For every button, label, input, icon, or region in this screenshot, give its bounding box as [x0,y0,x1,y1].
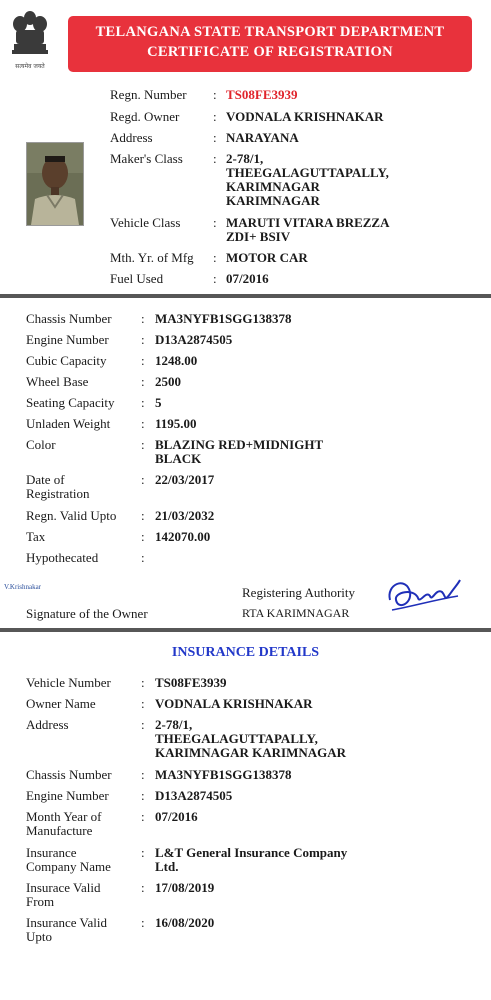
vehicle-value: 1248.00 [155,353,198,368]
insurance-value: 16/08/2020 [155,915,215,930]
owner-value: VODNALA KRISHNAKAR [226,109,384,124]
vehicle-label: Date of Registration [26,472,90,501]
vehicle-value: MA3NYFB1SGG138378 [155,311,292,326]
insurance-value: MA3NYFB1SGG138378 [155,767,292,782]
vehicle-label: Unladen Weight [26,416,111,431]
vehicle-label: Tax [26,529,46,544]
owner-value: MARUTI VITARA BREZZA ZDI+ BSIV [226,215,390,244]
section-divider [0,628,491,632]
insurance-value: TS08FE3939 [155,675,227,690]
insurance-value: D13A2874505 [155,788,233,803]
authority-signature [384,570,464,620]
owner-label: Vehicle Class [110,215,181,230]
vehicle-value: BLAZING RED+MIDNIGHT BLACK [155,437,324,466]
owner-label: Regd. Owner [110,109,180,124]
owner-value: 2-78/1, THEEGALAGUTTAPALLY, KARIMNAGAR KARIMNAGAR [226,151,389,208]
regn-number: TS08FE3939 [226,87,298,102]
owner-photo [26,142,84,226]
authority-label: Registering Authority [242,585,356,600]
vehicle-value: 5 [155,395,162,410]
insurance-value: 2-78/1, THEEGALAGUTTAPALLY, KARIMNAGAR KARIMNAGAR [155,717,347,760]
authority-name: RTA KARIMNAGAR [242,606,350,620]
state-emblem-icon [8,8,52,74]
owner-value: NARAYANA [226,130,299,145]
vehicle-label: Seating Capacity [26,395,115,410]
owner-signature-label: Signature of the Owner [26,606,148,621]
insurance-label: Insurance Valid Upto [26,915,107,944]
emblem-caption: सत्यमेव जयते [15,63,45,70]
vehicle-value: 142070.00 [155,529,211,544]
insurance-title: INSURANCE DETAILS [171,645,320,660]
insurance-label: Address [26,717,69,732]
vehicle-value: 22/03/2017 [155,472,215,487]
insurance-label: Engine Number [26,788,109,803]
owner-label: Maker's Class [110,151,183,166]
owner-label: Fuel Used [110,271,164,286]
vehicle-value: 2500 [155,374,181,389]
vehicle-label: Wheel Base [26,374,89,389]
section-divider [0,294,491,298]
insurance-label: Chassis Number [26,767,112,782]
owner-label: Mth. Yr. of Mfg [110,250,194,265]
insurance-label: Owner Name [26,696,96,711]
vehicle-label: Cubic Capacity [26,353,107,368]
vehicle-label: Chassis Number [26,311,112,326]
vehicle-label: Engine Number [26,332,109,347]
insurance-label: Insurance Company Name [26,845,111,874]
header-subtitle: CERTIFICATE OF REGISTRATION [147,44,393,60]
insurance-value: 07/2016 [155,809,198,824]
insurance-value: VODNALA KRISHNAKAR [155,696,313,711]
insurance-label: Month Year of Manufacture [26,809,102,838]
certificate-header [68,16,472,72]
vehicle-label: Hypothecated [26,550,99,565]
header-title: TELANGANA STATE TRANSPORT DEPARTMENT [95,24,445,40]
insurance-label: Vehicle Number [26,675,111,690]
owner-value: 07/2016 [226,271,269,286]
owner-label: Address [110,130,153,145]
vehicle-value: D13A2874505 [155,332,233,347]
insurance-label: Insurace Valid From [26,880,101,909]
vehicle-label: Color [26,437,56,452]
vehicle-value: 21/03/2032 [155,508,215,523]
owner-signature: V.Krishnakar [4,583,42,591]
insurance-value: 17/08/2019 [155,880,215,895]
owner-label: Regn. Number [110,87,187,102]
owner-value: MOTOR CAR [226,250,308,265]
insurance-value: L&T General Insurance Company Ltd. [155,845,348,874]
vehicle-value: 1195.00 [155,416,197,431]
vehicle-label: Regn. Valid Upto [26,508,117,523]
